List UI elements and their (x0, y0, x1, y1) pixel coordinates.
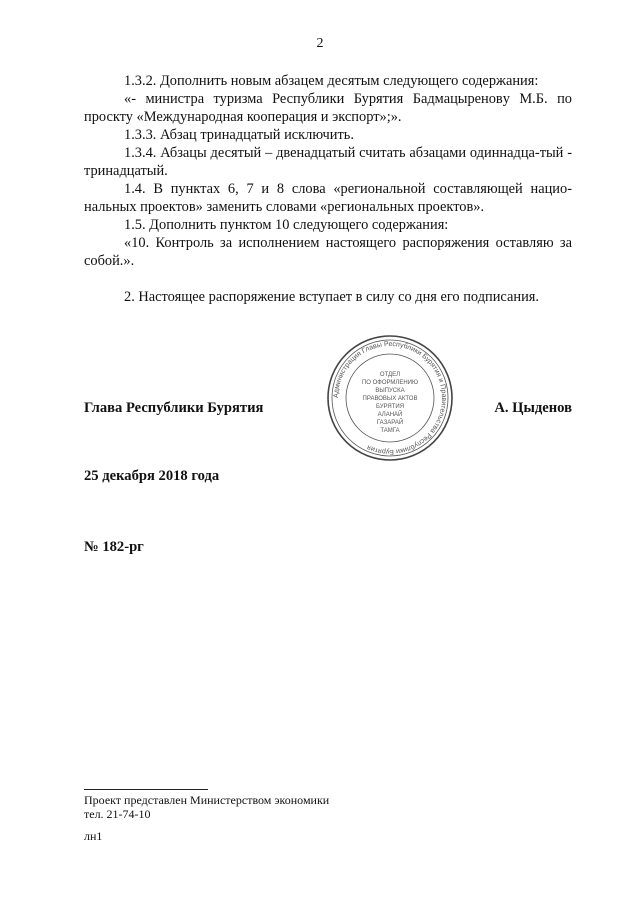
executor-initials: лн1 (84, 829, 103, 843)
signatory-position: Глава Республики Бурятия (84, 400, 264, 416)
paragraph: 2. Настоящее распоряжение вступает в силу со дня его подписания. (124, 289, 539, 305)
page-number: 2 (316, 36, 324, 51)
footnote (84, 793, 329, 821)
document-date: 25 декабря 2018 года (84, 468, 220, 484)
seal-line: ГАЗАРАЙ (376, 420, 404, 426)
document-body (84, 72, 572, 306)
seal-line: ВЫПУСКА (375, 388, 405, 394)
seal-line: АЛАНАЙ (377, 412, 403, 418)
official-seal (326, 334, 454, 462)
seal-line: БУРЯТИЯ (375, 404, 405, 410)
signatory-name: А. Цыденов (494, 400, 572, 416)
paragraph: «- министра туризма Республики Бурятия Бадмацыреновy М.Б. по проскту «Международная кооперация и экспорт»;». (84, 91, 572, 125)
seal-ring-text: Администрация Главы Республики Бурятия и Правительства Республики Бурятия (332, 340, 448, 456)
seal-line: ПО ОФОРМЛЕНИЮ (361, 380, 419, 386)
paragraph: 1.3.4. Абзацы десятый – двенадцатый считать абзацами одиннадца-тый - тринадцатый. (84, 145, 572, 179)
footnote-divider (84, 789, 208, 790)
footnote-line: тел. 21-74-10 (84, 807, 151, 821)
paragraph: «10. Контроль за исполнением настоящего распоряжения оставляю за собой.». (84, 235, 572, 269)
paragraph: 1.3.3. Абзац тринадцатый исключить. (124, 127, 354, 143)
document-number: № 182-рг (84, 539, 144, 555)
seal-line: ОТДЕЛ (379, 372, 401, 378)
paragraph: 1.4. В пунктах 6, 7 и 8 слова «региональной составляющей нацио-нальных проектов» заменить словами «региональных проектов». (84, 181, 572, 215)
seal-line: ТАМГА (380, 428, 400, 434)
seal-line: ПРАВОВЫХ АКТОВ (362, 396, 418, 402)
paragraph: 1.5. Дополнить пунктом 10 следующего содержания: (124, 217, 449, 233)
paragraph: 1.3.2. Дополнить новым абзацем десятым следующего содержания: (124, 73, 539, 89)
footnote-line: Проект представлен Министерством экономики (84, 793, 330, 807)
